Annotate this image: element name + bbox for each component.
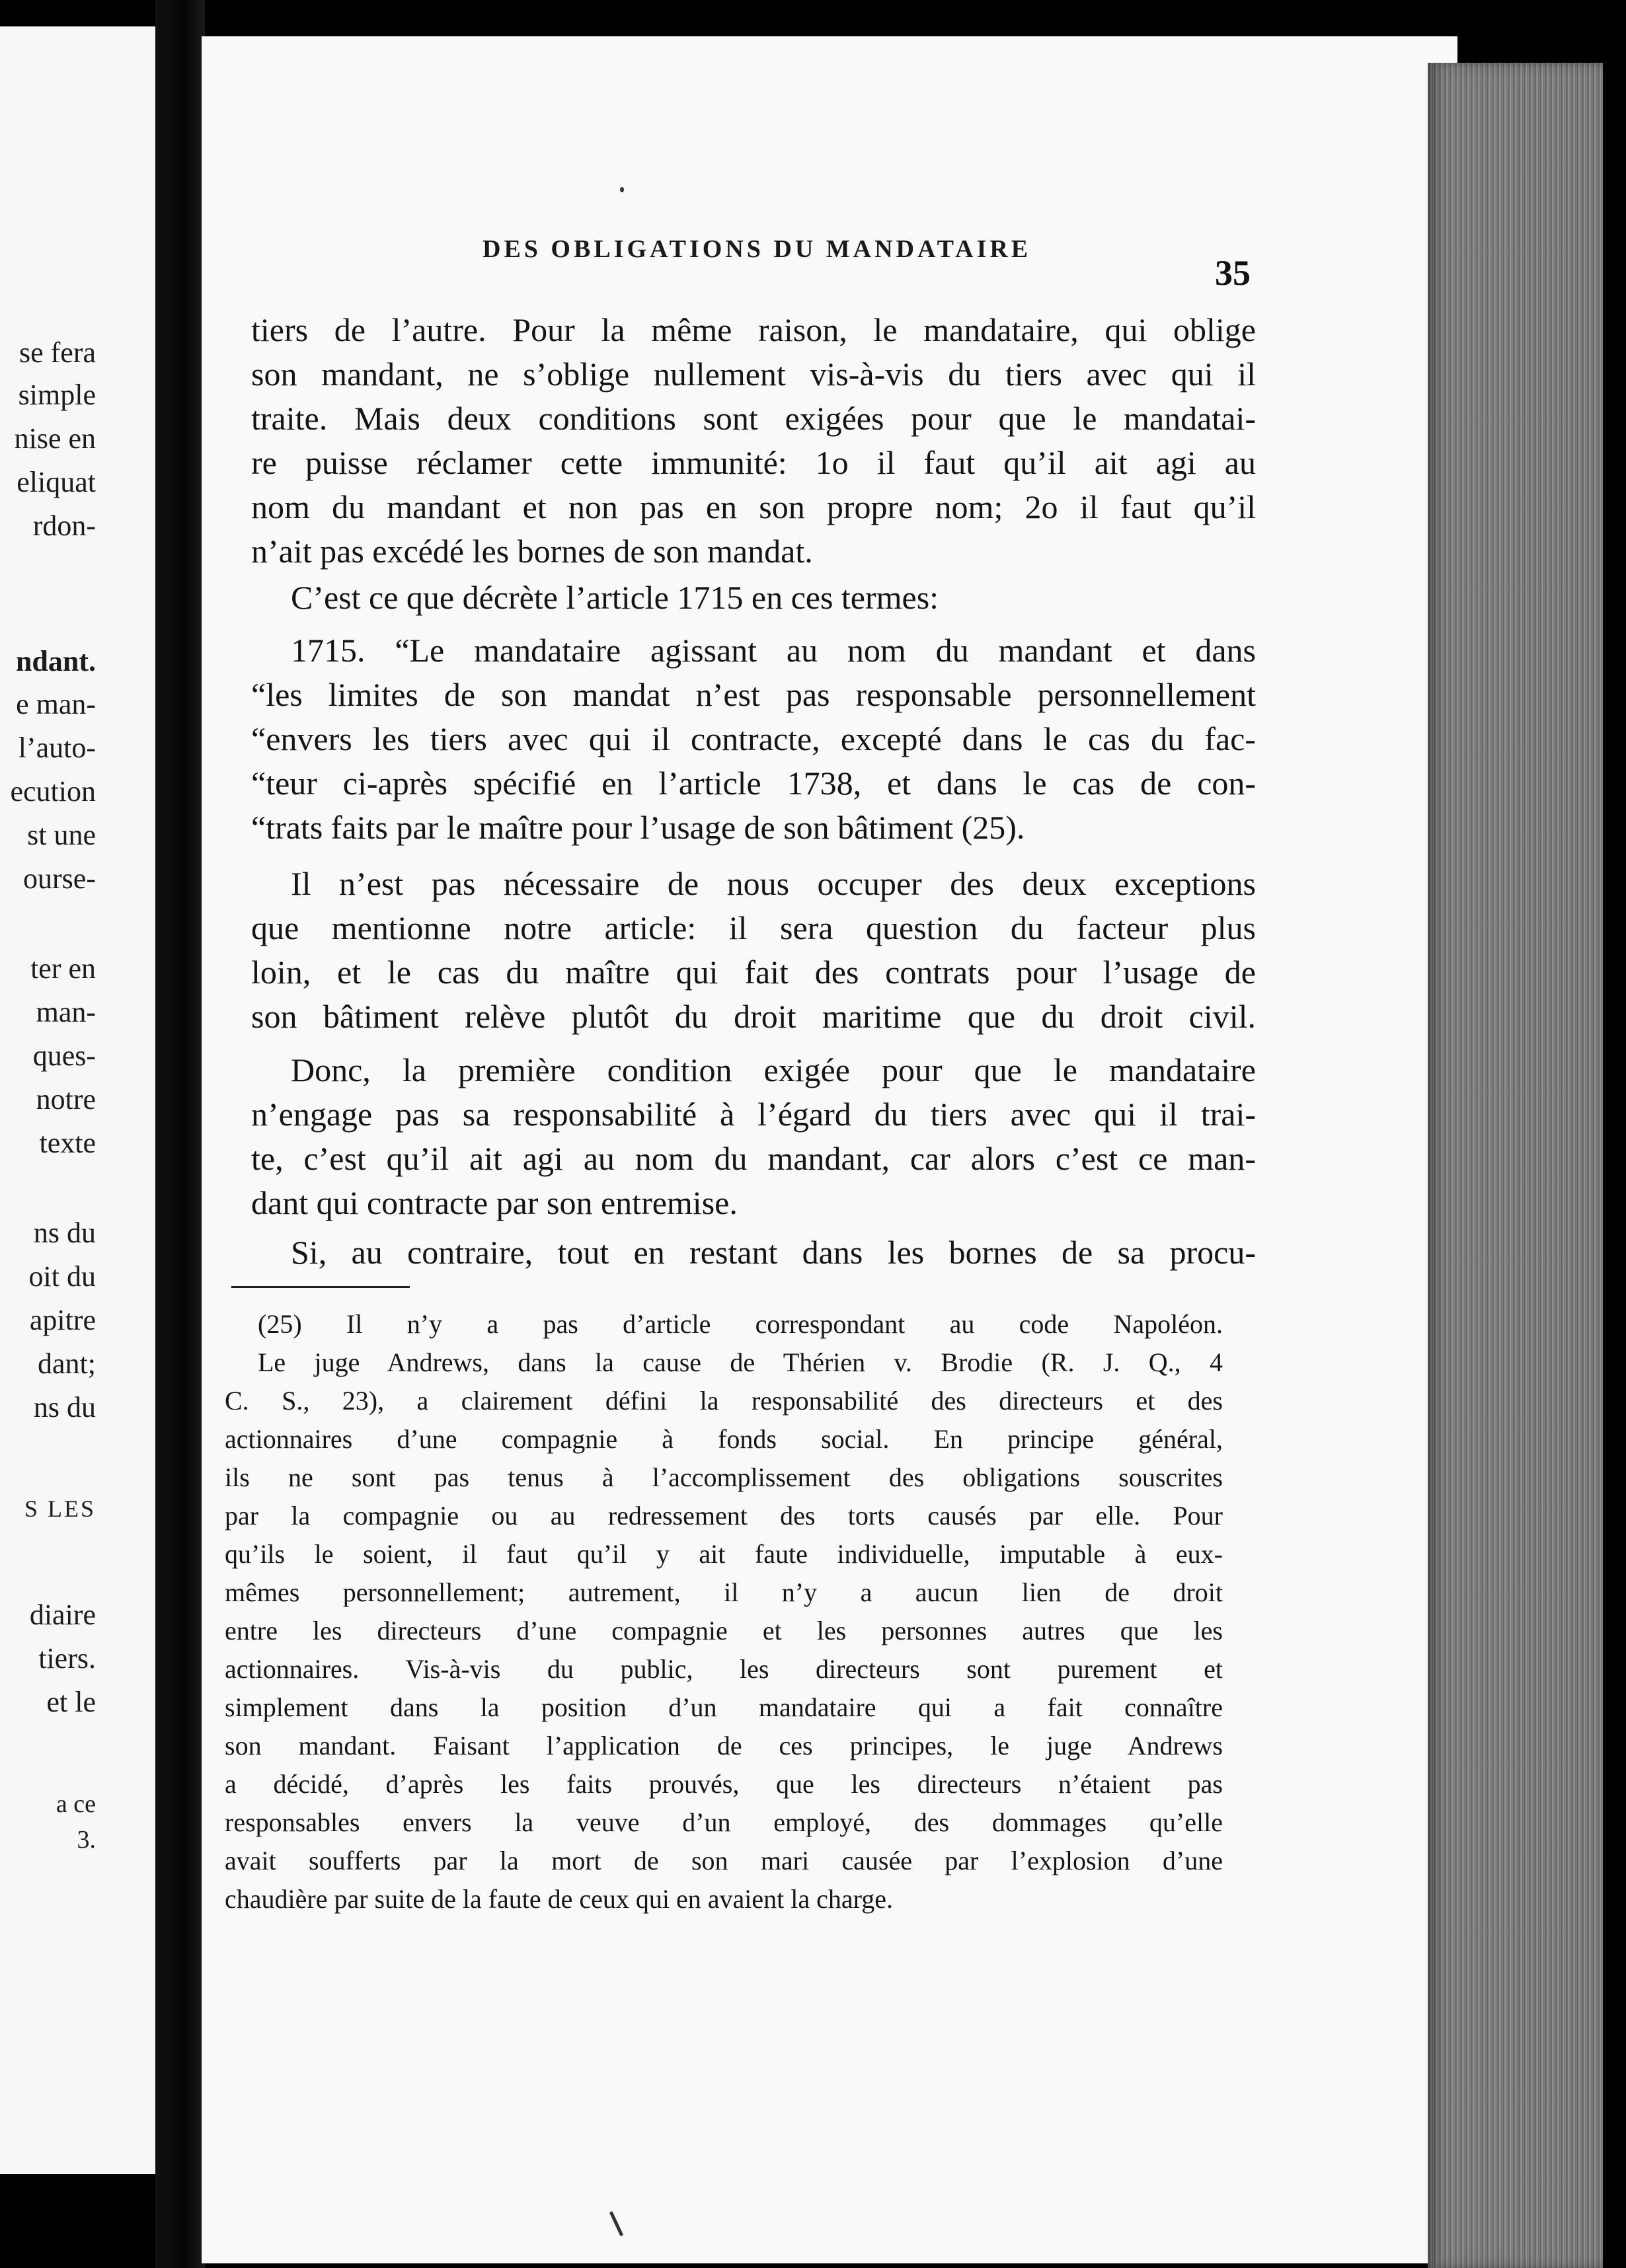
left-page-line: tiers. xyxy=(38,1642,96,1675)
left-page-line: diaire xyxy=(29,1599,96,1631)
body-line: “trats faits par le maître pour l’usage de son bâtiment (25). xyxy=(251,809,1025,846)
body-line: n’ait pas excédé les bornes de son mandat. xyxy=(251,533,813,570)
body-line: tiers de l’autre. Pour la même raison, le mandataire, qui oblige xyxy=(251,311,1256,348)
footnote-line: chaudière par suite de la faute de ceux qui en avaient la charge. xyxy=(225,1884,893,1914)
left-page-line: l’auto- xyxy=(18,732,96,764)
left-page-line: st une xyxy=(27,819,96,851)
body-line: “envers les tiers avec qui il contracte, excepté dans le cas du fac- xyxy=(251,720,1256,757)
body-line: C’est ce que décrète l’article 1715 en ces termes: xyxy=(291,579,939,616)
footnote-line: son mandant. Faisant l’application de ces principes, le juge Andrews xyxy=(225,1731,1223,1760)
left-page-line: dant; xyxy=(38,1347,96,1380)
footnote-line: C. S., 23), a clairement défini la responsabilité des directeurs et des xyxy=(225,1386,1223,1416)
running-title: DES OBLIGATIONS DU MANDATAIRE xyxy=(483,235,1032,263)
left-page-line: apitre xyxy=(29,1304,96,1336)
footnote-line: par la compagnie ou au redressement des torts causés par elle. Pour xyxy=(225,1501,1223,1531)
left-page-line: 3. xyxy=(77,1826,96,1854)
book-gutter xyxy=(155,0,205,2268)
body-line: dant qui contracte par son entremise. xyxy=(251,1184,738,1221)
left-page-line: rdon- xyxy=(32,510,96,542)
left-page-line: man- xyxy=(36,996,96,1028)
left-page-line: ques- xyxy=(32,1040,96,1072)
body-line: loin, et le cas du maître qui fait des contrats pour l’usage de xyxy=(251,954,1256,991)
body-line: son bâtiment relève plutôt du droit maritime que du droit civil. xyxy=(251,998,1256,1035)
footnote-line: responsables envers la veuve d’un employé, des dommages qu’elle xyxy=(225,1807,1223,1837)
body-line: que mentionne notre article: il sera question du facteur plus xyxy=(251,909,1256,946)
footnote-line: avait soufferts par la mort de son mari causée par l’explosion d’une xyxy=(225,1846,1223,1875)
footnote-line: actionnaires d’une compagnie à fonds social. En principe général, xyxy=(225,1424,1223,1454)
footnote-line: qu’ils le soient, il faut qu’il y ait faute individuelle, imputable à eux- xyxy=(225,1539,1223,1569)
left-page-line: oit du xyxy=(28,1260,96,1293)
footnote-line: mêmes personnellement; autrement, il n’y a aucun lien de droit xyxy=(225,1577,1223,1607)
footnote-line: simplement dans la position d’un mandataire qui a fait connaître xyxy=(225,1692,1223,1722)
scan-speck xyxy=(620,187,624,192)
left-page-line: S LES xyxy=(24,1495,96,1522)
footnote-line: (25) Il n’y a pas d’article correspondant au code Napoléon. xyxy=(258,1309,1223,1339)
body-line: te, c’est qu’il ait agi au nom du mandant, car alors c’est ce man- xyxy=(251,1140,1256,1177)
footnote-line: actionnaires. Vis-à-vis du public, les directeurs sont purement et xyxy=(225,1654,1223,1684)
left-page-line: ns du xyxy=(33,1391,96,1423)
footnote-line: ils ne sont pas tenus à l’accomplissement des obligations souscrites xyxy=(225,1462,1223,1492)
left-page-line: notre xyxy=(36,1083,96,1115)
page-block-edge xyxy=(1428,63,1603,2268)
body-line: Il n’est pas nécessaire de nous occuper des deux exceptions xyxy=(291,865,1256,902)
left-page-line: texte xyxy=(39,1127,96,1159)
left-page-line: simple xyxy=(18,379,96,411)
body-line: Si, au contraire, tout en restant dans les bornes de sa procu- xyxy=(291,1234,1256,1271)
body-line: Donc, la première condition exigée pour que le mandataire xyxy=(291,1051,1256,1088)
body-line: traite. Mais deux conditions sont exigées pour que le mandatai- xyxy=(251,400,1256,437)
left-page-line: eliquat xyxy=(17,466,96,498)
body-line: nom du mandant et non pas en son propre nom; 2o il faut qu’il xyxy=(251,488,1256,525)
left-page-line: ourse- xyxy=(23,862,96,895)
left-page-line: a ce xyxy=(56,1790,96,1818)
left-page-line: ter en xyxy=(30,952,96,985)
left-page-line: se fera xyxy=(19,336,96,369)
body-line: 1715. “Le mandataire agissant au nom du mandant et dans xyxy=(291,632,1256,669)
left-page-line: e man- xyxy=(16,688,96,720)
left-page-line: ns du xyxy=(33,1217,96,1249)
footnote-line: entre les directeurs d’une compagnie et les personnes autres que les xyxy=(225,1616,1223,1645)
footnote-line: a décidé, d’après les faits prouvés, que les directeurs n’étaient pas xyxy=(225,1769,1223,1799)
footnote-line: Le juge Andrews, dans la cause de Thérien v. Brodie (R. J. Q., 4 xyxy=(258,1347,1223,1377)
left-page-line: ndant. xyxy=(15,645,96,677)
body-line: “teur ci-après spécifié en l’article 1738, et dans le cas de con- xyxy=(251,765,1256,802)
left-page-line: ecution xyxy=(10,775,96,808)
left-page-line: nise en xyxy=(14,422,96,455)
left-facing-page xyxy=(0,26,159,2174)
body-line: re puisse réclamer cette immunité: 1o il faut qu’il ait agi au xyxy=(251,444,1256,481)
body-line: son mandant, ne s’oblige nullement vis-à-vis du tiers avec qui il xyxy=(251,356,1256,393)
left-page-line: et le xyxy=(46,1686,96,1718)
body-line: n’engage pas sa responsabilité à l’égard du tiers avec qui il trai- xyxy=(251,1096,1256,1133)
body-line: “les limites de son mandat n’est pas responsable personnellement xyxy=(251,676,1256,713)
page-number: 35 xyxy=(1215,253,1251,293)
footnote-rule xyxy=(231,1286,410,1288)
